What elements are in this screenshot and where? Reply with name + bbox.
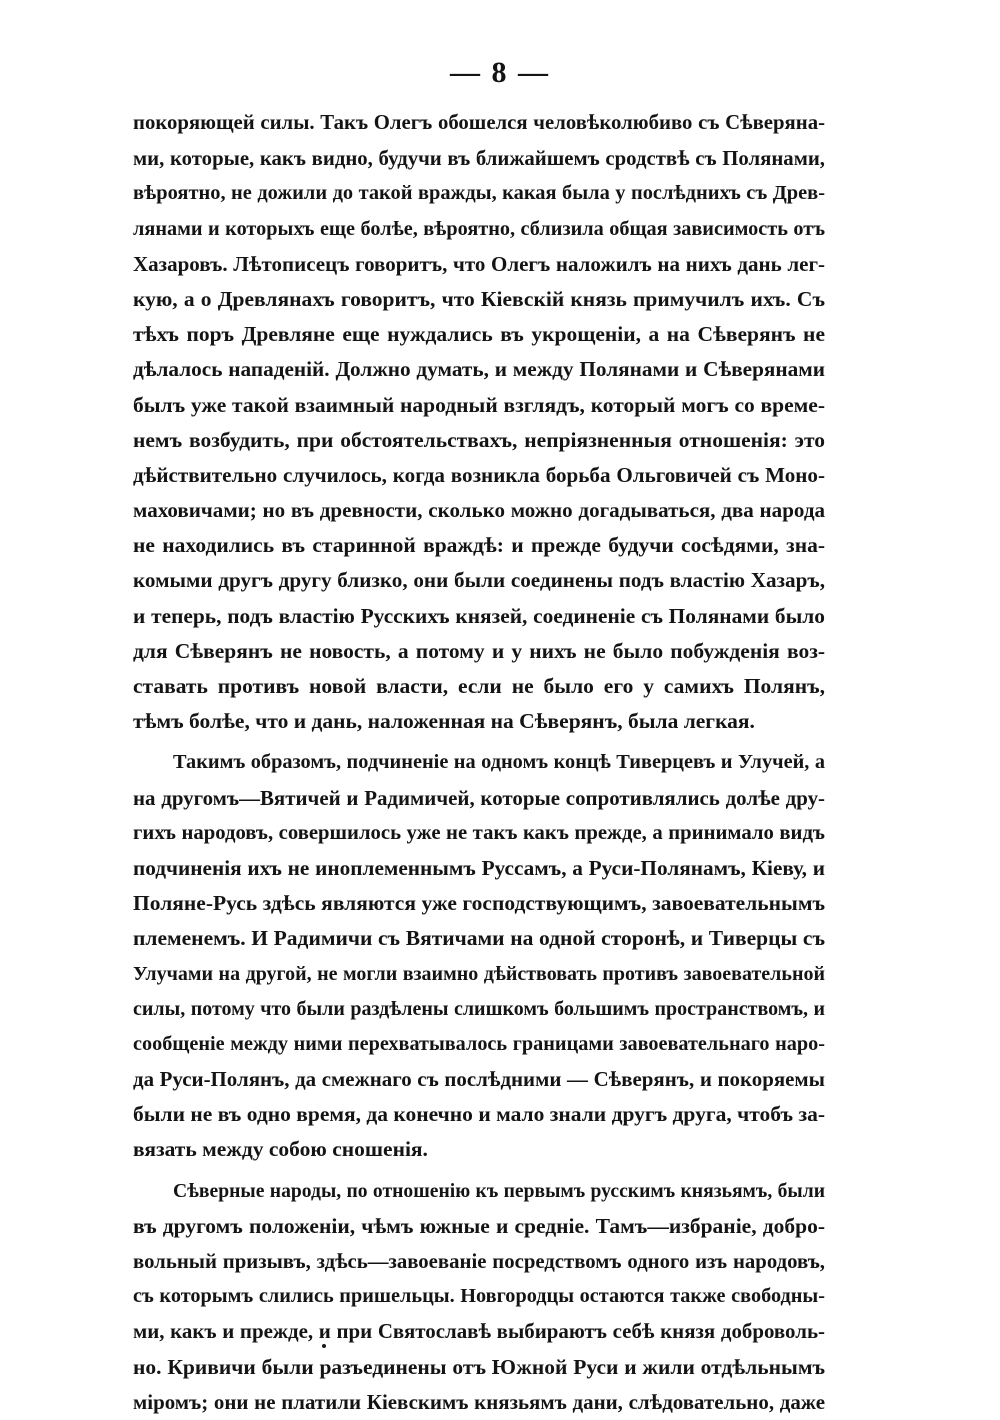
text-line: гихъ народовъ, совершилось уже не такъ какъ прежде, а принимало видъ: [133, 821, 825, 844]
paragraph-2: [133, 745, 825, 1167]
scan-speck: [322, 1344, 326, 1348]
text-line: немъ возбудить, при обстоятельствахъ, непріязненныя отношенія: это: [133, 427, 825, 452]
text-line: сообщеніе между ними перехватывалось границами завоевательнаго наро-: [133, 1032, 825, 1055]
text-line: Такимъ образомъ, подчиненіе на одномъ концѣ Тиверцевъ и Улучей, а: [173, 751, 825, 774]
text-line: ми, какъ и прежде, и при Святославѣ выбираютъ себѣ князя доброволь-: [133, 1319, 825, 1344]
text-line: въ другомъ положеніи, чѣмъ южные и средніе. Тамъ—избраніе, добро-: [133, 1213, 825, 1238]
text-line: ми, которые, какъ видно, будучи въ ближайшемъ сродствѣ съ Полянами,: [133, 147, 825, 171]
text-line: міромъ; они не платили Кіевскимъ князьямъ дани, слѣдовательно, даже: [133, 1389, 825, 1414]
text-line: вѣроятно, не дожили до такой вражды, какая была у послѣднихъ съ Древ-: [133, 182, 825, 205]
text-line: но. Кривичи были разъединены отъ Южной Руси и жили отдѣльнымъ: [133, 1354, 825, 1379]
body-text: [133, 106, 825, 1420]
text-line: съ которымъ слились пришельцы. Новгородцы остаются также свободны-: [133, 1285, 825, 1308]
paragraph-1: [133, 106, 825, 739]
text-line: ставать противъ новой власти, если не было его у самихъ Полянъ,: [133, 674, 825, 698]
text-line: маховичами; но въ древности, сколько можно догадываться, два народа: [133, 498, 825, 523]
text-line: Улучами на другой, не могли взаимно дѣйствовать противъ завоевательной: [133, 962, 825, 985]
text-line: вязать между собою сношенія.: [133, 1137, 428, 1162]
text-line: и теперь, подъ властію Русскихъ князей, соединеніе съ Полянами было: [133, 603, 825, 628]
text-line: Поляне-Русь здѣсь являются уже господствующимъ, завоевательнымъ: [133, 891, 825, 916]
page-number-header: — 8 —: [450, 56, 550, 89]
text-line: былъ уже такой взаимный народный взглядъ, который могъ со време-: [133, 392, 825, 417]
text-line: тѣмъ болѣе, что и дань, наложенная на Сѣверянъ, была легкая.: [133, 709, 755, 734]
text-line: тѣхъ поръ Древляне еще нуждались въ укрощеніи, а на Сѣверянъ не: [133, 322, 825, 347]
text-line: были не въ одно время, да конечно и мало знали другъ друга, чтобъ за-: [133, 1102, 825, 1127]
text-line: покоряющей силы. Такъ Олегъ обошелся человѣколюбиво съ Сѣверяна-: [133, 112, 825, 134]
text-line: да Руси-Полянъ, да смежнаго съ послѣдними — Сѣверянъ, и покоряемы: [133, 1067, 825, 1092]
text-line: Хазаровъ. Лѣтописецъ говоритъ, что Олегъ наложилъ на нихъ дань лег-: [133, 251, 825, 276]
text-line: для Сѣверянъ не новость, а потому и у нихъ не было побужденія воз-: [133, 638, 825, 663]
text-line: вольный призывъ, здѣсь—завоеваніе посредствомъ одного изъ народовъ,: [133, 1250, 825, 1273]
text-line: силы, потому что были раздѣлены слишкомъ большимъ пространствомъ, и: [133, 997, 825, 1020]
text-line: дѣлалось нападеній. Должно думать, и между Полянами и Сѣверянами: [133, 357, 825, 382]
text-line: кую, а о Древлянахъ говоритъ, что Кіевскій князь примучилъ ихъ. Съ: [133, 286, 825, 311]
text-line: не находились въ старинной враждѣ: и прежде будучи сосѣдями, зна-: [133, 533, 825, 558]
text-line: на другомъ—Вятичей и Радимичей, которые сопротивлялись долѣе дру-: [133, 785, 825, 810]
text-line: подчиненія ихъ не иноплеменнымъ Руссамъ, а Руси-Полянамъ, Кіеву, и: [133, 855, 825, 880]
text-line: дѣйствительно случилось, когда возникла борьба Ольговичей съ Моно-: [133, 462, 825, 487]
paragraph-3: [133, 1174, 825, 1420]
text-line: племенемъ. И Радимичи съ Вятичами на одной сторонѣ, и Тиверцы съ: [133, 926, 825, 951]
text-line: комыми другъ другу близко, они были соединены подъ властію Хазаръ,: [133, 568, 825, 593]
text-line: Сѣверные народы, по отношенію къ первымъ русскимъ князьямъ, были: [173, 1180, 825, 1202]
text-line: лянами и которыхъ еще болѣе, вѣроятно, сблизила общая зависимость отъ: [133, 217, 825, 240]
